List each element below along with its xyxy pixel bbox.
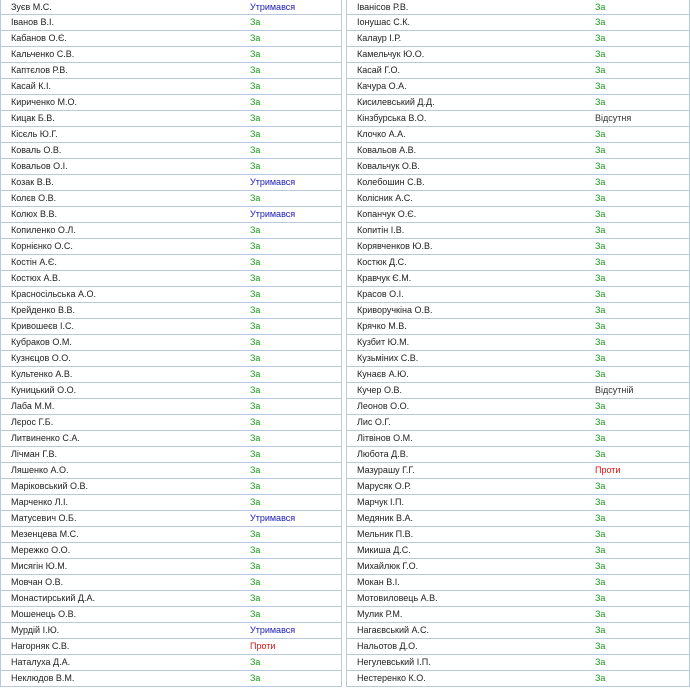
deputy-name: Леонов О.О. [357, 401, 410, 411]
vote-result: За [250, 609, 261, 619]
vote-result: За [595, 545, 606, 555]
vote-result: За [250, 321, 261, 331]
vote-row [346, 623, 690, 639]
deputy-name: Кальченко С.В. [11, 49, 75, 59]
vote-result: За [595, 577, 606, 587]
vote-row [346, 351, 690, 367]
deputy-name: Маріковський О.В. [11, 481, 89, 491]
vote-result: За [595, 257, 606, 267]
vote-row [0, 79, 342, 95]
deputy-name: Лаба М.М. [11, 401, 55, 411]
vote-result: За [250, 561, 261, 571]
deputy-name: Красносільська А.О. [11, 289, 97, 299]
vote-row [346, 303, 690, 319]
deputy-name: Коваль О.В. [11, 145, 62, 155]
vote-result: За [595, 369, 606, 379]
deputy-name: Ковальов О.І. [11, 161, 68, 171]
vote-result: За [595, 225, 606, 235]
deputy-name: Копитін І.В. [357, 225, 405, 235]
vote-result: За [595, 241, 606, 251]
vote-row [346, 559, 690, 575]
deputy-name: Каптєлов Р.В. [11, 65, 68, 75]
vote-result: За [595, 49, 606, 59]
vote-result: За [250, 337, 261, 347]
vote-row [0, 495, 342, 511]
deputy-name: Іонушас С.К. [357, 17, 410, 27]
vote-row [0, 559, 342, 575]
vote-result: За [250, 545, 261, 555]
vote-result: За [595, 17, 606, 27]
vote-row [346, 431, 690, 447]
vote-result: За [595, 193, 606, 203]
deputy-name: Кириченко М.О. [11, 97, 78, 107]
vote-result: За [595, 97, 606, 107]
vote-row [346, 415, 690, 431]
vote-result: За [250, 417, 261, 427]
vote-row [346, 15, 690, 31]
vote-row [0, 367, 342, 383]
vote-row [346, 511, 690, 527]
deputy-name: Микиша Д.С. [357, 545, 411, 555]
vote-result: За [595, 81, 606, 91]
vote-row [0, 303, 342, 319]
deputy-name: Копанчук О.Є. [357, 209, 417, 219]
deputy-name: Колєв О.В. [11, 193, 57, 203]
deputy-name: Нагаєвський А.С. [357, 625, 430, 635]
vote-result: За [250, 433, 261, 443]
vote-result: Відсутня [595, 113, 632, 123]
vote-result: За [595, 561, 606, 571]
vote-row [0, 383, 342, 399]
deputy-name: Костюк Д.С. [357, 257, 407, 267]
vote-row [0, 399, 342, 415]
vote-result: За [250, 353, 261, 363]
vote-row [0, 447, 342, 463]
vote-row [346, 239, 690, 255]
vote-result: За [250, 497, 261, 507]
vote-row [346, 175, 690, 191]
deputy-name: Мотовиловець А.В. [357, 593, 438, 603]
vote-row [346, 447, 690, 463]
vote-row [0, 479, 342, 495]
vote-row [346, 47, 690, 63]
deputy-name: Касай Г.О. [357, 65, 401, 75]
vote-row [0, 191, 342, 207]
deputy-name: Лєрос Г.Б. [11, 417, 54, 427]
vote-row [0, 671, 342, 687]
vote-row [346, 399, 690, 415]
vote-row [0, 575, 342, 591]
vote-row [0, 31, 342, 47]
vote-row [0, 639, 342, 655]
deputy-name: Калаур І.Р. [357, 33, 402, 43]
deputy-name: Ляшенко А.О. [11, 465, 69, 475]
vote-row [346, 111, 690, 127]
vote-result: За [250, 257, 261, 267]
deputy-name: Ковальчук О.В. [357, 161, 420, 171]
vote-result: За [250, 289, 261, 299]
deputy-name: Нагорняк С.В. [11, 641, 70, 651]
vote-row [346, 319, 690, 335]
vote-row [346, 367, 690, 383]
vote-result: За [250, 481, 261, 491]
deputy-name: Іванов В.І. [11, 17, 54, 27]
vote-result: За [595, 497, 606, 507]
vote-row [0, 511, 342, 527]
left-vote-column [0, 0, 342, 687]
vote-row [346, 639, 690, 655]
vote-result: Утримався [250, 2, 296, 12]
deputy-name: Козак В.В. [11, 177, 54, 187]
vote-result: За [595, 177, 606, 187]
vote-row [0, 271, 342, 287]
vote-result: За [250, 577, 261, 587]
deputy-name: Мулик Р.М. [357, 609, 403, 619]
vote-row [346, 79, 690, 95]
deputy-name: Нальотов Д.О. [357, 641, 418, 651]
vote-row [346, 383, 690, 399]
deputy-name: Кінзбурська В.О. [357, 113, 427, 123]
deputy-name: Михайлюк Г.О. [357, 561, 419, 571]
deputy-name: Красов О.І. [357, 289, 404, 299]
vote-result: За [250, 81, 261, 91]
vote-result: За [250, 17, 261, 27]
vote-row [0, 63, 342, 79]
vote-result: За [595, 673, 606, 683]
deputy-name: Кузбит Ю.М. [357, 337, 410, 347]
deputy-name: Касай К.І. [11, 81, 52, 91]
vote-row [0, 15, 342, 31]
deputy-name: Мережко О.О. [11, 545, 71, 555]
vote-row [0, 543, 342, 559]
vote-result: За [595, 33, 606, 43]
vote-row [346, 0, 690, 15]
vote-row [0, 351, 342, 367]
vote-row [0, 527, 342, 543]
deputy-name: Монастирський Д.А. [11, 593, 96, 603]
deputy-name: Мошенець О.В. [11, 609, 77, 619]
vote-row [0, 127, 342, 143]
vote-result: За [595, 289, 606, 299]
vote-result: За [250, 401, 261, 411]
vote-row [0, 47, 342, 63]
vote-row [0, 111, 342, 127]
deputy-name: Культенко А.В. [11, 369, 73, 379]
deputy-name: Нестеренко К.О. [357, 673, 426, 683]
vote-result: За [595, 305, 606, 315]
vote-result: За [595, 609, 606, 619]
vote-row [346, 223, 690, 239]
vote-result: За [250, 145, 261, 155]
deputy-name: Кучер О.В. [357, 385, 402, 395]
deputy-name: Негулевський І.П. [357, 657, 431, 667]
deputy-name: Марчук І.П. [357, 497, 405, 507]
deputy-name: Костюх А.В. [11, 273, 61, 283]
deputy-name: Ковальов А.В. [357, 145, 417, 155]
vote-result: За [250, 273, 261, 283]
deputy-name: Лічман Г.В. [11, 449, 58, 459]
vote-result: За [250, 385, 261, 395]
vote-row [0, 335, 342, 351]
vote-row [346, 543, 690, 559]
vote-result: За [595, 657, 606, 667]
vote-result: За [250, 241, 261, 251]
vote-result: За [595, 481, 606, 491]
vote-result: За [595, 65, 606, 75]
deputy-name: Мельник П.В. [357, 529, 414, 539]
vote-result: За [595, 337, 606, 347]
vote-row [346, 207, 690, 223]
deputy-name: Корнієнко О.С. [11, 241, 73, 251]
vote-row [0, 607, 342, 623]
vote-row [346, 159, 690, 175]
deputy-name: Мезенцева М.С. [11, 529, 79, 539]
vote-result: За [250, 449, 261, 459]
deputy-name: Іванісов Р.В. [357, 2, 409, 12]
vote-result: За [250, 49, 261, 59]
vote-result: За [595, 449, 606, 459]
vote-result: За [595, 321, 606, 331]
vote-row [346, 255, 690, 271]
vote-row [0, 431, 342, 447]
deputy-name: Літвінов О.М. [357, 433, 413, 443]
vote-result: За [595, 529, 606, 539]
deputy-name: Кицак Б.В. [11, 113, 55, 123]
deputy-name: Медяник В.А. [357, 513, 413, 523]
deputy-name: Кисилевський Д.Д. [357, 97, 435, 107]
vote-row [0, 239, 342, 255]
deputy-name: Криворучкіна О.В. [357, 305, 433, 315]
deputy-name: Наталуха Д.А. [11, 657, 71, 667]
vote-result: За [595, 145, 606, 155]
deputy-name: Колісник А.С. [357, 193, 413, 203]
vote-row [346, 527, 690, 543]
vote-result: Відсутній [595, 385, 634, 395]
deputy-name: Матусевич О.Б. [11, 513, 77, 523]
deputy-name: Кузнєцов О.О. [11, 353, 71, 363]
vote-row [346, 655, 690, 671]
vote-result: Проти [250, 641, 276, 651]
vote-row [0, 255, 342, 271]
vote-result: За [595, 401, 606, 411]
deputy-name: Литвиненко С.А. [11, 433, 80, 443]
deputy-name: Мисягін Ю.М. [11, 561, 68, 571]
deputy-name: Колебошин С.В. [357, 177, 425, 187]
deputy-name: Кісєль Ю.Г. [11, 129, 58, 139]
vote-result: За [250, 225, 261, 235]
vote-row [0, 143, 342, 159]
deputy-name: Корявченков Ю.В. [357, 241, 433, 251]
vote-result: За [250, 465, 261, 475]
deputy-name: Колюх В.В. [11, 209, 57, 219]
deputy-name: Любота Д.В. [357, 449, 409, 459]
vote-row [346, 31, 690, 47]
vote-row [0, 287, 342, 303]
vote-row [0, 415, 342, 431]
vote-result: За [250, 193, 261, 203]
deputy-name: Марченко Л.І. [11, 497, 69, 507]
vote-row [0, 95, 342, 111]
vote-result: За [595, 417, 606, 427]
vote-result: За [250, 65, 261, 75]
deputy-name: Неклюдов В.М. [11, 673, 75, 683]
vote-row [0, 591, 342, 607]
deputy-name: Качура О.А. [357, 81, 407, 91]
vote-result: За [250, 129, 261, 139]
vote-result: Утримався [250, 513, 296, 523]
deputy-name: Клочко А.А. [357, 129, 406, 139]
vote-result: За [250, 593, 261, 603]
right-vote-column [346, 0, 690, 687]
deputy-name: Крейденко В.В. [11, 305, 76, 315]
vote-row [346, 479, 690, 495]
vote-result: Утримався [250, 625, 296, 635]
vote-result: За [595, 625, 606, 635]
vote-result: За [250, 657, 261, 667]
vote-result: За [250, 97, 261, 107]
vote-row [346, 495, 690, 511]
vote-result: За [595, 433, 606, 443]
deputy-name: Камельчук Ю.О. [357, 49, 425, 59]
vote-row [0, 319, 342, 335]
vote-row [346, 95, 690, 111]
deputy-name: Кабанов О.Є. [11, 33, 67, 43]
vote-row [346, 287, 690, 303]
deputy-name: Кунаєв А.Ю. [357, 369, 409, 379]
deputy-name: Мовчан О.В. [11, 577, 64, 587]
vote-row [346, 271, 690, 287]
vote-row [346, 127, 690, 143]
vote-result: За [250, 305, 261, 315]
vote-row [0, 623, 342, 639]
vote-result: За [595, 161, 606, 171]
vote-result: За [250, 673, 261, 683]
vote-row [0, 175, 342, 191]
vote-result: За [250, 161, 261, 171]
deputy-name: Мокан В.І. [357, 577, 400, 587]
deputy-name: Кривошеєв І.С. [11, 321, 75, 331]
vote-result: За [595, 273, 606, 283]
vote-row [346, 463, 690, 479]
vote-result: За [250, 369, 261, 379]
vote-result: За [595, 209, 606, 219]
vote-result: За [250, 529, 261, 539]
deputy-name: Мазурашу Г.Г. [357, 465, 415, 475]
vote-result: За [595, 353, 606, 363]
vote-row [346, 591, 690, 607]
vote-row [346, 575, 690, 591]
vote-result: За [595, 641, 606, 651]
vote-row [0, 223, 342, 239]
vote-row [0, 655, 342, 671]
vote-result: Проти [595, 465, 621, 475]
vote-result: За [250, 33, 261, 43]
deputy-name: Крячко М.В. [357, 321, 407, 331]
vote-row [346, 191, 690, 207]
vote-row [0, 159, 342, 175]
deputy-name: Марусяк О.Р. [357, 481, 412, 491]
deputy-name: Костін А.Є. [11, 257, 57, 267]
vote-result: За [595, 593, 606, 603]
vote-row [0, 463, 342, 479]
vote-result: Утримався [250, 209, 296, 219]
deputy-name: Кузьміних С.В. [357, 353, 419, 363]
vote-result: За [595, 2, 606, 12]
vote-row [346, 607, 690, 623]
deputy-name: Лис О.Г. [357, 417, 391, 427]
deputy-name: Кравчук Є.М. [357, 273, 412, 283]
vote-row [346, 143, 690, 159]
deputy-name: Копиленко О.Л. [11, 225, 76, 235]
vote-row [346, 335, 690, 351]
vote-result: Утримався [250, 177, 296, 187]
vote-row [0, 207, 342, 223]
deputy-name: Зуєв М.С. [11, 2, 52, 12]
vote-result: За [250, 113, 261, 123]
deputy-name: Куницький О.О. [11, 385, 77, 395]
vote-row [346, 63, 690, 79]
vote-result: За [595, 513, 606, 523]
deputy-name: Кубраков О.М. [11, 337, 72, 347]
vote-result: За [595, 129, 606, 139]
vote-row [346, 671, 690, 687]
vote-row [0, 0, 342, 15]
deputy-name: Мурдій І.Ю. [11, 625, 60, 635]
